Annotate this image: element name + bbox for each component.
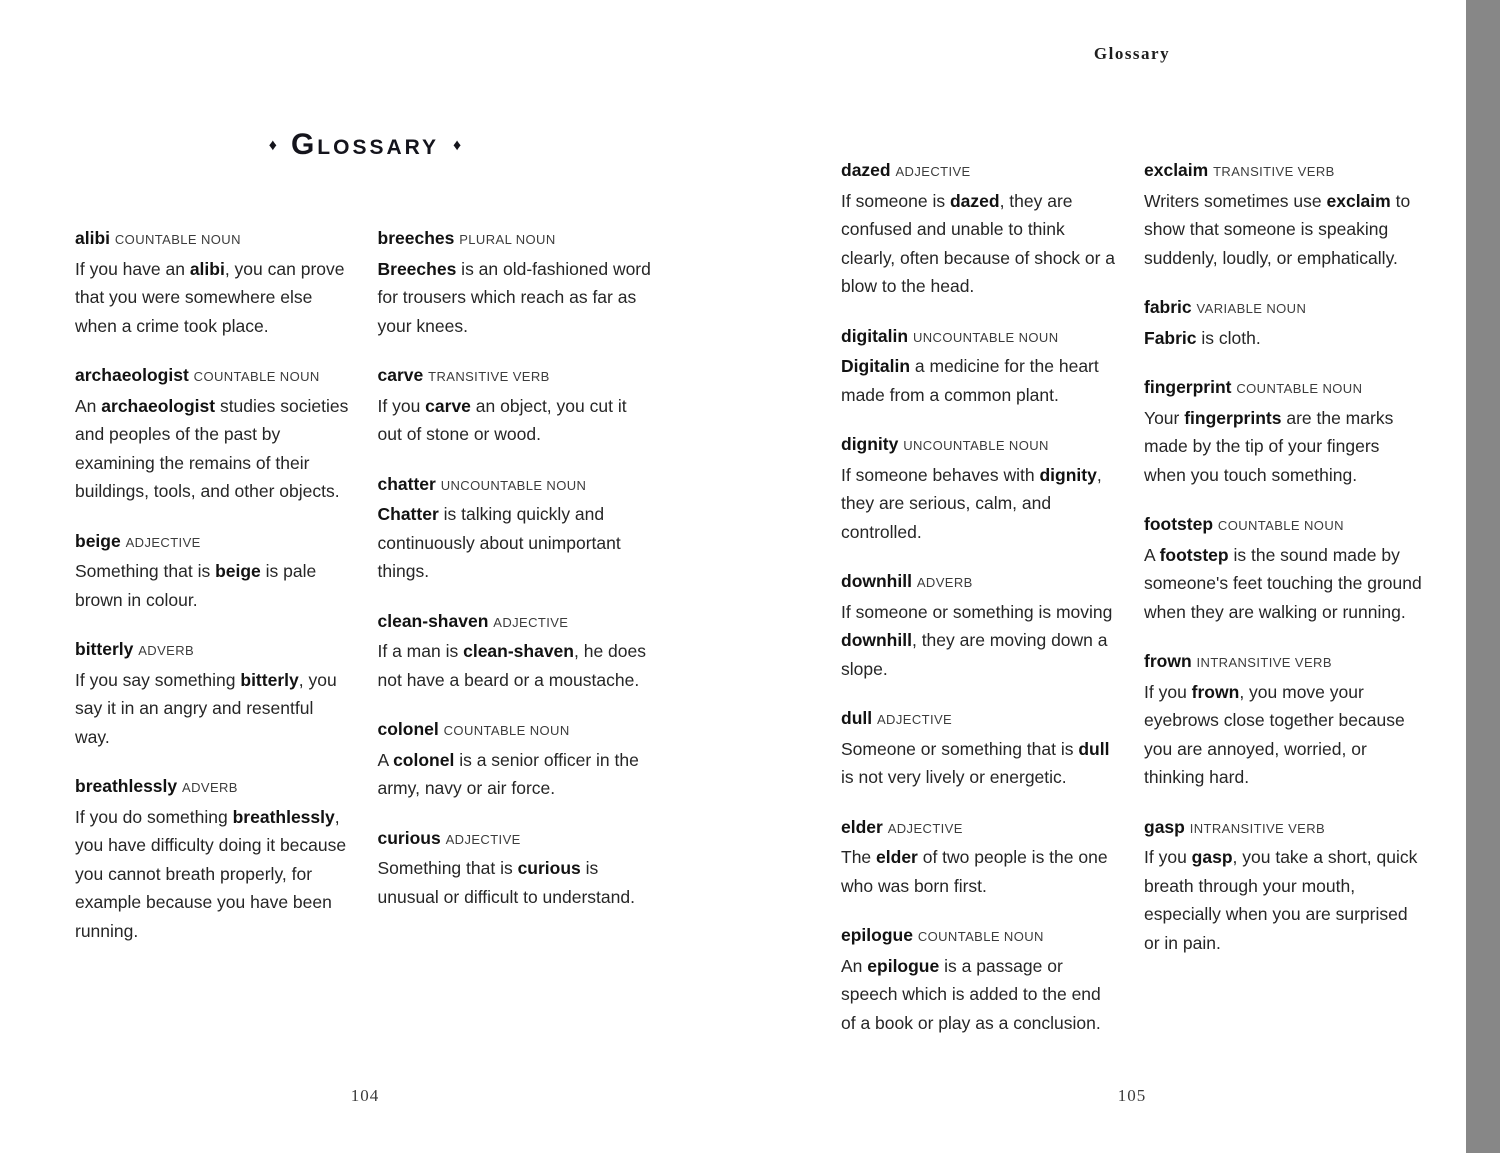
page-left — [75, 0, 655, 1153]
entry-part-of-speech: INTRANSITIVE VERB — [1189, 820, 1326, 836]
entry-part-of-speech: COUNTABLE NOUN — [193, 369, 320, 384]
entry-word: chatter — [377, 473, 436, 494]
right-page-columns — [841, 156, 1423, 1058]
glossary-column — [75, 224, 353, 966]
entry-part-of-speech: COUNTABLE NOUN — [1236, 381, 1363, 396]
entry-headline — [1144, 293, 1422, 324]
entry-definition: If you have an alibi, you can prove that you were somewhere else when a crime took place. — [75, 258, 345, 336]
glossary-entry — [841, 156, 1119, 301]
glossary-column — [1144, 156, 1422, 1058]
glossary-entry — [841, 322, 1119, 410]
entry-definition: A footstep is the sound made by someone's feet touching the ground when they are walking or running. — [1144, 544, 1422, 622]
entry-definition: If someone is dazed, they are confused and unable to think clearly, often because of shock or a blow to the head. — [841, 190, 1115, 296]
entry-definition: A colonel is a senior officer in the army, navy or air force. — [377, 749, 639, 798]
entry-definition: Something that is beige is pale brown in colour. — [75, 561, 317, 610]
entry-definition: Fabric is cloth. — [1144, 327, 1261, 348]
entry-word: curious — [377, 827, 441, 848]
glossary-entry — [378, 607, 656, 695]
entry-definition: Writers sometimes use exclaim to show that someone is speaking suddenly, loudly, or emphatically. — [1144, 190, 1411, 268]
entry-definition: Digitalin a medicine for the heart made from a common plant. — [841, 356, 1099, 405]
entry-word: gasp — [1144, 816, 1185, 837]
entry-headline — [75, 361, 353, 392]
page-right — [841, 0, 1423, 1153]
entry-definition: If you say something bitterly, you say it in an angry and resentful way. — [75, 669, 337, 747]
entry-word: epilogue — [841, 925, 913, 945]
entry-word: bitterly — [75, 639, 134, 659]
entry-part-of-speech: UNCOUNTABLE NOUN — [440, 477, 587, 493]
entry-headline — [841, 567, 1119, 598]
entry-part-of-speech: PLURAL NOUN — [459, 232, 556, 247]
entry-headline — [1144, 813, 1422, 844]
entry-headline — [841, 156, 1119, 187]
entry-word: footstep — [1144, 514, 1214, 534]
entry-word: fingerprint — [1144, 377, 1232, 397]
glossary-entry — [75, 772, 353, 945]
glossary-entry — [75, 224, 353, 340]
entry-word: alibi — [75, 228, 111, 248]
entry-part-of-speech: VARIABLE NOUN — [1196, 301, 1307, 316]
entry-part-of-speech: ADJECTIVE — [445, 831, 521, 847]
diamond-ornament-icon: ♦ — [268, 137, 277, 154]
entry-part-of-speech: UNCOUNTABLE NOUN — [903, 438, 1049, 453]
glossary-title-text: Glossary — [290, 128, 440, 161]
glossary-entry — [378, 824, 656, 912]
glossary-entry — [841, 567, 1119, 683]
glossary-entry — [841, 813, 1119, 901]
entry-headline — [75, 224, 353, 255]
entry-part-of-speech: ADVERB — [182, 780, 238, 795]
scan-edge-bar — [1466, 0, 1500, 1153]
entry-word: frown — [1144, 651, 1192, 671]
running-header: Glossary — [1093, 44, 1171, 63]
entry-definition: If you gasp, you take a short, quick breath through your mouth, especially when you are surprised or in pain. — [1144, 847, 1418, 953]
left-page-columns — [75, 224, 655, 966]
entry-headline — [75, 527, 353, 558]
glossary-entry — [1144, 373, 1422, 489]
entry-part-of-speech: ADVERB — [138, 643, 195, 658]
entry-part-of-speech: UNCOUNTABLE NOUN — [912, 329, 1059, 345]
glossary-entry — [75, 635, 353, 751]
glossary-column — [378, 224, 656, 966]
glossary-column — [841, 156, 1119, 1058]
entry-headline — [841, 813, 1119, 844]
entry-definition: An archaeologist studies societies and peoples of the past by examining the remains of their buildings, tools, and other objects. — [75, 395, 349, 501]
glossary-entry — [1144, 647, 1422, 792]
entry-headline — [378, 470, 656, 501]
entry-word: exclaim — [1144, 160, 1209, 180]
entry-part-of-speech: TRANSITIVE VERB — [1213, 164, 1335, 179]
entry-definition: Something that is curious is unusual or difficult to understand. — [377, 858, 635, 907]
page-number-left: 104 — [350, 1086, 380, 1105]
entry-word: digitalin — [841, 325, 909, 346]
entry-word: carve — [377, 365, 424, 385]
glossary-entry — [1144, 293, 1422, 352]
entry-part-of-speech: INTRANSITIVE VERB — [1196, 655, 1332, 670]
glossary-entry — [1144, 510, 1422, 626]
entry-word: dignity — [841, 434, 899, 454]
entry-definition: The elder of two people is the one who was born first. — [841, 847, 1108, 896]
entry-headline — [1144, 647, 1422, 678]
entry-headline — [378, 361, 656, 392]
entry-word: beige — [75, 530, 121, 551]
glossary-title — [75, 128, 655, 162]
entry-word: fabric — [1144, 297, 1192, 317]
glossary-entry — [841, 921, 1119, 1037]
glossary-entry — [841, 430, 1119, 546]
entry-headline — [75, 772, 353, 803]
entry-headline — [841, 322, 1119, 353]
entry-definition: If you do something breathlessly, you have difficulty doing it because you cannot breath properly, for example because you have been running. — [75, 806, 347, 941]
entry-definition: If someone or something is moving downhill, they are moving down a slope. — [841, 601, 1113, 679]
entry-definition: If you frown, you move your eyebrows close together because you are annoyed, worried, or thinking hard. — [1144, 681, 1405, 787]
entry-part-of-speech: TRANSITIVE VERB — [428, 369, 550, 384]
glossary-entry — [841, 704, 1119, 792]
glossary-entry — [75, 527, 353, 615]
entry-part-of-speech: ADJECTIVE — [493, 614, 569, 630]
entry-word: downhill — [841, 571, 912, 591]
entry-headline — [841, 704, 1119, 735]
entry-headline — [841, 921, 1119, 952]
entry-definition: Someone or something that is dull is not very lively or energetic. — [841, 738, 1110, 787]
entry-definition: An epilogue is a passage or speech which is added to the end of a book or play as a conclusion. — [841, 955, 1101, 1033]
entry-headline — [378, 824, 656, 855]
diamond-ornament-icon: ♦ — [453, 137, 462, 154]
entry-part-of-speech: COUNTABLE NOUN — [443, 723, 570, 738]
glossary-entry — [378, 715, 656, 803]
entry-word: archaeologist — [75, 365, 189, 385]
glossary-entry — [1144, 156, 1422, 272]
glossary-entry — [378, 224, 656, 340]
glossary-entry — [1144, 813, 1422, 958]
entry-definition: Breeches is an old-fashioned word for trousers which reach as far as your knees. — [377, 258, 651, 336]
glossary-entry — [75, 361, 353, 506]
entry-headline — [841, 430, 1119, 461]
entry-word: breeches — [377, 228, 455, 248]
entry-headline — [75, 635, 353, 666]
glossary-entry — [378, 470, 656, 586]
entry-definition: If a man is clean-shaven, he does not have a beard or a moustache. — [377, 641, 646, 690]
entry-headline — [378, 224, 656, 255]
glossary-entry — [378, 361, 656, 449]
entry-part-of-speech: ADJECTIVE — [876, 712, 953, 727]
page-number-right: 105 — [1117, 1086, 1147, 1105]
entry-definition: Your fingerprints are the marks made by the tip of your fingers when you touch something. — [1144, 407, 1394, 485]
entry-part-of-speech: COUNTABLE NOUN — [917, 929, 1044, 944]
entry-definition: Chatter is talking quickly and continuously about unimportant things. — [377, 504, 621, 581]
entry-word: clean-shaven — [377, 610, 489, 631]
entry-definition: If someone behaves with dignity, they are serious, calm, and controlled. — [841, 464, 1102, 542]
entry-headline — [378, 607, 656, 638]
entry-part-of-speech: COUNTABLE NOUN — [114, 232, 241, 247]
entry-word: dazed — [841, 160, 891, 180]
entry-definition: If you carve an object, you cut it out of stone or wood. — [377, 395, 627, 444]
entry-headline — [1144, 373, 1422, 404]
entry-headline — [378, 715, 656, 746]
entry-part-of-speech: ADJECTIVE — [125, 534, 201, 550]
entry-word: dull — [841, 708, 873, 728]
entry-word: breathlessly — [75, 776, 178, 796]
entry-part-of-speech: ADJECTIVE — [895, 164, 971, 179]
entry-word: elder — [841, 816, 883, 837]
entry-headline — [1144, 156, 1422, 187]
entry-part-of-speech: ADVERB — [916, 575, 973, 590]
entry-word: colonel — [377, 719, 439, 739]
entry-part-of-speech: COUNTABLE NOUN — [1217, 518, 1344, 533]
entry-part-of-speech: ADJECTIVE — [887, 820, 963, 836]
entry-headline — [1144, 510, 1422, 541]
